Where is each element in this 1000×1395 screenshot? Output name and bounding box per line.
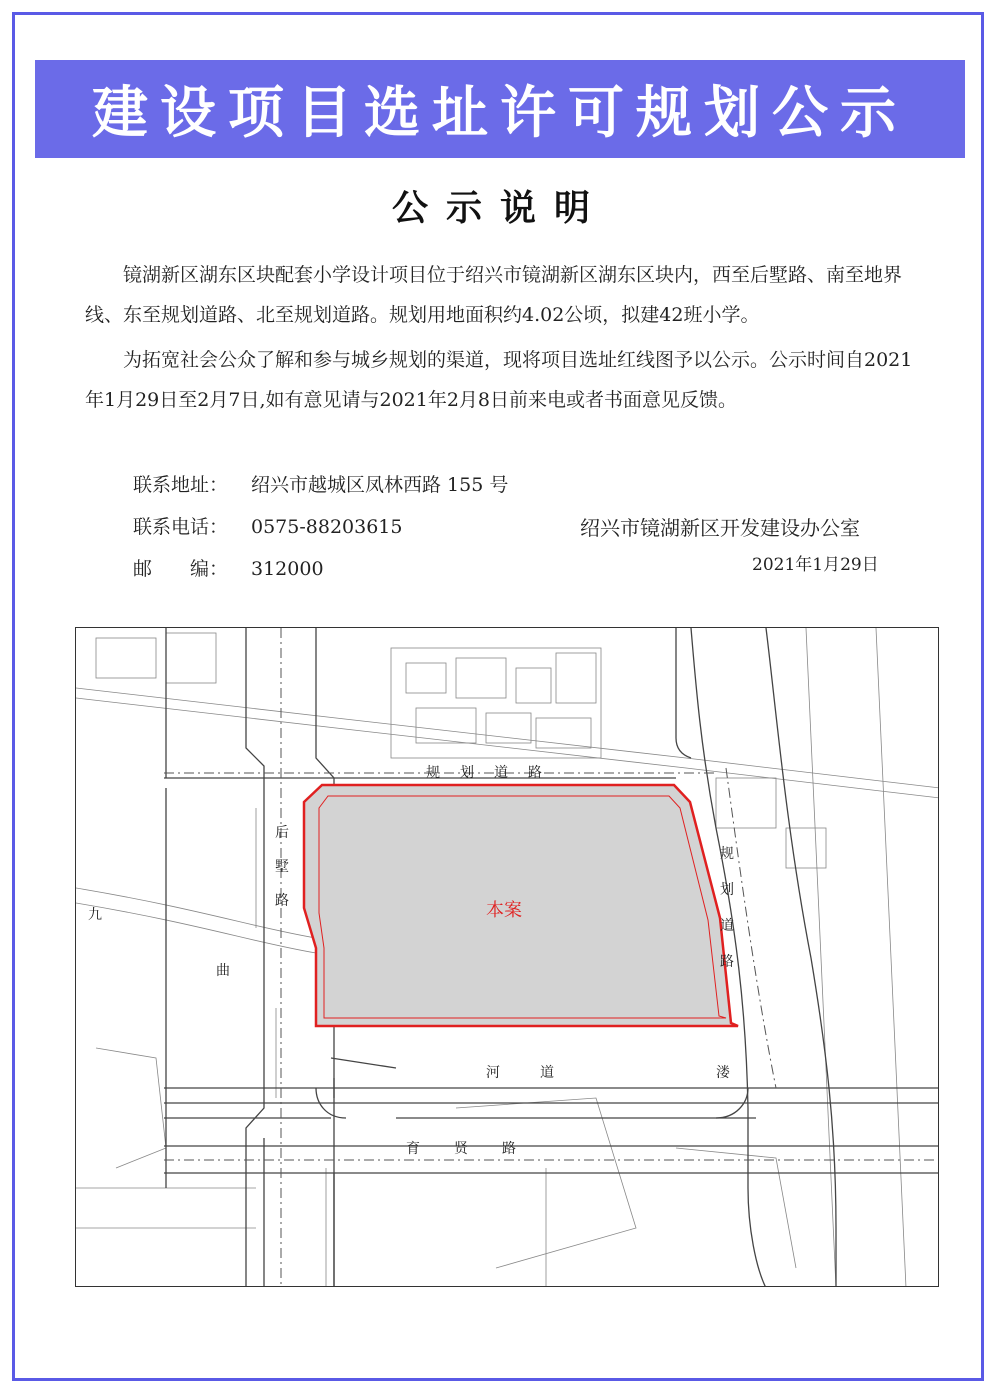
contact-phone <box>133 512 402 539</box>
road-label-river: 河道 <box>486 1065 594 1081</box>
address-label: 联系地址： <box>133 474 229 496</box>
address-value: 绍兴市越城区凤林西路 155 号 <box>251 474 509 496</box>
map-drawing <box>76 628 939 1287</box>
road-label-river-end: 溇 <box>716 1065 730 1081</box>
notice-title: 公示说明 <box>391 188 608 229</box>
postcode-value: 312000 <box>251 558 324 580</box>
canal-label-2: 曲 <box>216 963 230 979</box>
banner-title: 建设项目选址许可规划公示 <box>92 81 908 146</box>
road-label-east: 规划道路 <box>720 846 734 970</box>
issuer-organization: 绍兴市镜湖新区开发建设办公室 <box>580 516 860 540</box>
road-label-west: 后墅路 <box>275 825 289 909</box>
road-label-north: 规划道路 <box>426 765 562 781</box>
site-label: 本案 <box>486 900 522 921</box>
postcode-label: 邮 编： <box>133 558 229 580</box>
notice-paragraph-2 <box>85 340 930 420</box>
phone-label: 联系电话： <box>133 516 229 538</box>
site-plan-map <box>75 627 939 1287</box>
paragraph-2-text: 为拓宽社会公众了解和参与城乡规划的渠道，现将项目选址红线图予以公示。公示时间自2021年1月29日至2月7日,如有意见请与2021年2月8日前来电或者书面意见反馈。 <box>85 349 913 411</box>
canal-label-1: 九 <box>88 907 102 923</box>
contact-address <box>133 470 508 497</box>
road-label-south: 育贤路 <box>406 1141 550 1157</box>
title-banner <box>35 60 965 158</box>
paragraph-1-text: 镜湖新区湖东区块配套小学设计项目位于绍兴市镜湖新区湖东区块内，西至后墅路、南至地界线、东至规划道路、北至规划道路。规划用地面积约4.02公顷，拟建42班小学。 <box>85 264 903 326</box>
contact-postcode <box>133 554 324 581</box>
phone-value: 0575-88203615 <box>251 516 403 538</box>
issuer-date: 2021年1月29日 <box>752 555 879 575</box>
notice-paragraph-1 <box>85 255 930 335</box>
